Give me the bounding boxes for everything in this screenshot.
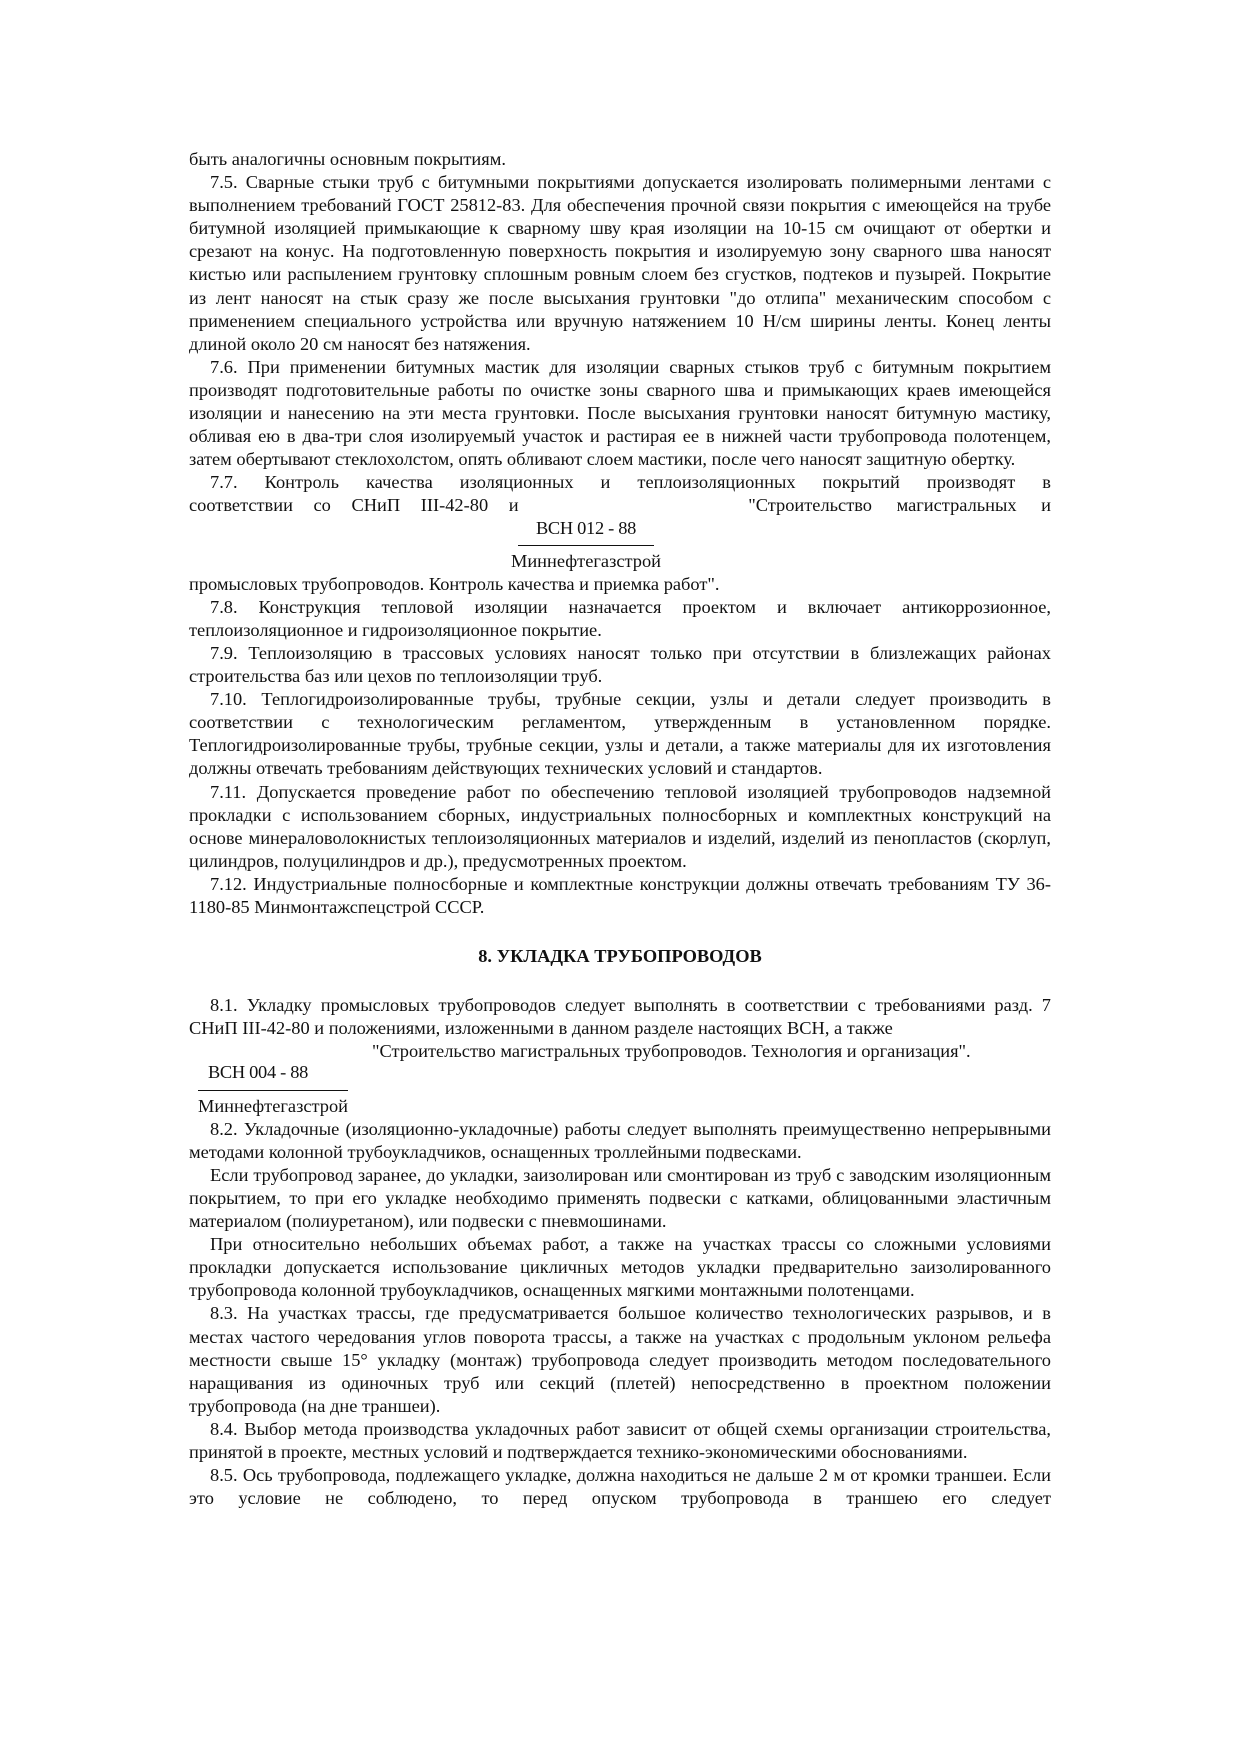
- paragraph-8-5: 8.5. Ось трубопровода, подлежащего укладке, должна находиться не дальше 2 м от кромки траншеи. Если это условие не соблюдено, то перед опуском трубопровода в траншею его следует: [189, 1465, 1051, 1509]
- paragraph-7-7-right: "Строительство магистральных и: [748, 495, 1051, 516]
- paragraph-7-6: 7.6. При применении битумных мастик для изоляции сварных стыков труб с битумным покрытием производят подготовительные работы по очистке зоны сварного шва и примыкающих краев имеющейся изоляции и нанесению на эти места грунтовки. После высыхания грунтовки наносят битумную мастику, обливая ею в два-три слоя изолируемый участок и растирая ее в нижней части трубопровода полотенцем, затем обертывают стеклохолстом, опять обливают слоем мастики, после чего наносят защитную обертку.: [189, 356, 1051, 470]
- paragraph-8-3: 8.3. На участках трассы, где предусматривается большое количество технологических разрывов, и в местах частого чередования углов поворота трассы, а также на участках с продольным уклоном рельефа местности свыше 15° укладку (монтаж) трубопровода следует производить методом последовательного наращивания из одиночных труб или секций (плетей) непосредственно в проектном положении трубопровода (на дне траншеи).: [189, 1303, 1051, 1416]
- paragraph-8-4: 8.4. Выбор метода производства укладочных работ зависит от общей схемы организации строительства, принятой в проекте, местных условий и подтверждается технико-экономическими обоснованиями.: [189, 1418, 1051, 1462]
- paragraph-8-2: 8.2. Укладочные (изоляционно-укладочные) работы следует выполнять преимущественно непрерывными методами колонной трубоукладчиков, оснащенных троллейными подвесками.: [189, 1118, 1051, 1162]
- paragraph-8-2-b: Если трубопровод заранее, до укладки, заизолирован или смонтирован из труб с заводским изоляционным покрытием, то при его укладке необходимо применять подвески с катками, облицованными эластичным материалом (полиуретаном), или подвески с пневмошинами.: [189, 1164, 1051, 1232]
- fraction-numerator: ВСН 004 - 88: [198, 1061, 348, 1090]
- document-page: [189, 148, 1051, 1510]
- paragraph-7-9: 7.9. Теплоизоляцию в трассовых условиях наносят только при отсутствии в близлежащих районах строительства баз или цехов по теплоизоляции труб.: [189, 642, 1051, 687]
- paragraph-8-2-c: При относительно небольших объемах работ, а также на участках трассы со сложными условиями прокладки допускается использование цикличных методов укладки предварительно заизолированного трубопровода колонной трубоукладчиков, оснащенных мягкими монтажными полотенцами.: [189, 1234, 1051, 1301]
- fraction-numerator: ВСН 012 - 88: [518, 517, 654, 546]
- paragraph-7-7-line2: [189, 494, 1051, 517]
- paragraph-7-10: 7.10. Теплогидроизолированные трубы, трубные секции, узлы и детали следует производить в соответствии с технологическим регламентом, утвержденным в установленном порядке. Теплогидроизолированные трубы, трубные секции, узлы и детали, а также материалы для их изготовления должны отвечать требованиям действующих технических условий и стандартов.: [189, 689, 1051, 779]
- section-heading-8: 8. УКЛАДКА ТРУБОПРОВОДОВ: [478, 946, 762, 967]
- paragraph-7-7-continued: промысловых трубопроводов. Контроль качества и приемка работ".: [189, 573, 720, 594]
- paragraph-8-1-continued: "Строительство магистральных трубопроводов. Технология и организация".: [372, 1041, 971, 1062]
- document-reference-fraction: [189, 1061, 357, 1117]
- paragraph-8-1: 8.1. Укладку промысловых трубопроводов следует выполнять в соответствии с требованиями разд. 7 СНиП III-42-80 и положениями, изложенными в данном разделе настоящих ВСН, а также: [189, 995, 1051, 1039]
- paragraph-7-7-line1: 7.7. Контроль качества изоляционных и теплоизоляционных покрытий производят в: [210, 472, 1051, 493]
- paragraph-7-11: 7.11. Допускается проведение работ по обеспечению тепловой изоляцией трубопроводов надземной прокладки с использованием сборных, индустриальных полносборных и комплектных конструкций на основе минераловолокнистых теплоизоляционных материалов и изделий, изделий из пенопластов (скорлуп, цилиндров, полуцилиндров и др.), предусмотренных проектом.: [189, 781, 1051, 871]
- fraction-denominator: Миннефтегазстрой: [197, 1095, 348, 1116]
- paragraph-7-8: 7.8. Конструкция тепловой изоляции назначается проектом и включает антикоррозионное, теплоизоляционное и гидроизоляционное покрытие.: [189, 596, 1051, 640]
- fraction-denominator: Миннефтегазстрой: [510, 550, 661, 571]
- paragraph-7-5: 7.5. Сварные стыки труб с битумными покрытиями допускается изолировать полимерными лентами с выполнением требований ГОСТ 25812-83. Для обеспечения прочной связи покрытия с имеющейся на трубе битумной изоляцией примыкающие к сварному шву края изоляции на 10-15 см очищают от обертки и срезают на конус. На подготовленную поверхность покрытия и изолируемую зону сварного шва наносят кистью или распылением грунтовку сплошным ровным слоем без сгустков, подтеков и пузырей. Покрытие из лент наносят на стык сразу же после высыхания грунтовки "до отлипа" механическим способом с применением специального устройства или вручную натяжением 10 Н/см ширины ленты. Конец ленты длиной около 20 см наносят без натяжения.: [189, 172, 1051, 354]
- paragraph-continued: быть аналогичны основным покрытиям.: [189, 149, 506, 169]
- paragraph-7-7-left: соответствии со СНиП III-42-80 и: [189, 495, 519, 516]
- paragraph-7-12: 7.12. Индустриальные полносборные и комплектные конструкции должны отвечать требованиям ТУ 36-1180-85 Минмонтажспецстрой СССР.: [189, 873, 1051, 917]
- document-reference-fraction: [155, 517, 1017, 573]
